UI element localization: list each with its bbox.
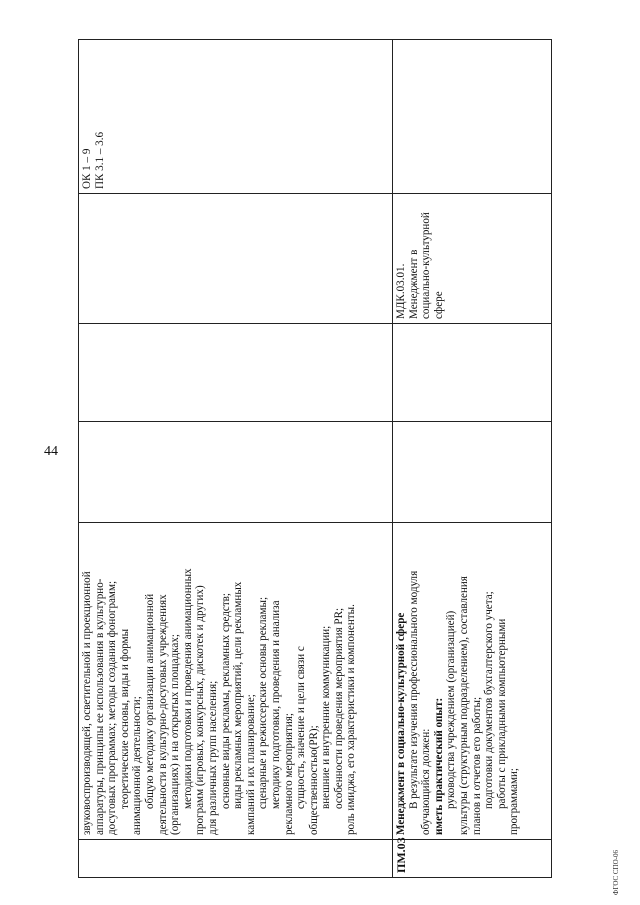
text-line: теоретические основы, виды и формы [118,628,131,809]
text-line: Менеджмент в социально-культурной сфере [395,612,407,835]
hours-cell [79,422,393,523]
text-line: программами; [508,768,521,835]
hours-cell [393,422,552,523]
text-line: аппаратуры, принципы ее использования в культурно- [93,578,106,835]
curriculum-table [78,39,552,878]
text-line: иметь практический опыт: [432,697,445,835]
code-cell [393,837,552,878]
footer-label: ФГОС СПО-06 [612,850,620,896]
hours-cell [79,324,393,422]
text-line: культуры (структурным подразделением), составления [457,576,470,835]
mdk-cell [79,194,393,324]
code-cell [79,840,393,878]
mdk-code: МДК.03.01. [395,263,407,319]
mdk-title-line: Менеджмент в [407,249,420,319]
text-line: деятельности в культурно-досуговых учреждениях [156,594,169,835]
text-line: планов и отчетов его работы; [470,696,483,835]
text-line: работы с прикладными компьютерными [495,618,508,809]
text-line: особенности проведения мероприятия PR; [332,607,345,809]
text-line: общую методику организации анимационной [143,593,156,809]
text-line: В результате изучения профессионального модуля [407,570,420,809]
text-line: досуговых программах; методы создания фонограмм; [106,580,119,835]
content-cell [393,523,552,840]
text-line: руководства учреждением (организацией) [445,610,458,809]
hours-cell [393,324,552,422]
text-line: общественностью(PR); [307,725,320,835]
text-line: (организациях) и на открытых площадках; [169,634,182,835]
table-row [393,40,552,878]
text-line: анимационной деятельности; [131,696,144,835]
text-line: для различных групп населения; [206,680,219,835]
text-line: методики подготовки и проведения анимационных [181,568,194,809]
mdk-title-line: сфере [432,291,445,319]
text-line: сущность, значение и цели связи с [295,646,308,809]
text-line: рекламного мероприятия; [282,713,295,835]
text-line: роль имиджа, его характеристики и компоненты. [345,604,358,835]
text-line: внешние и внутренние коммуникации; [320,625,333,809]
text-line: методику подготовки, проведения и анализа [269,600,282,809]
text-line: обучающийся должен: [420,728,433,835]
text-line: звуковоспроизводящей, осветительной и проекционной [81,571,93,835]
rotated-table-sheet [78,40,551,878]
competency-cell [393,40,552,194]
table-row [79,40,393,878]
text-line: подготовки документов бухгалтерского учета; [483,591,496,809]
module-code: ПМ.03 [394,837,408,873]
mdk-cell [393,194,552,324]
page-number: 44 [44,444,58,459]
content-cell [79,523,393,840]
competency-pk: ПК 3.1 – 3.6 [93,131,106,189]
text-line: виды рекламных мероприятий, цели рекламных [232,581,245,809]
mdk-title-line: социально-культурной [420,212,433,319]
text-line: основные виды рекламы, рекламных средств; [219,593,232,809]
text-line: программ (игровых, конкурсных, дискотек и других) [194,585,207,835]
text-line: сценарные и режиссерские основы рекламы; [257,596,270,809]
competency-ok: ОК 1 – 9 [81,148,93,189]
competency-cell [79,40,393,194]
text-line: кампаний и их планирование; [244,694,257,835]
